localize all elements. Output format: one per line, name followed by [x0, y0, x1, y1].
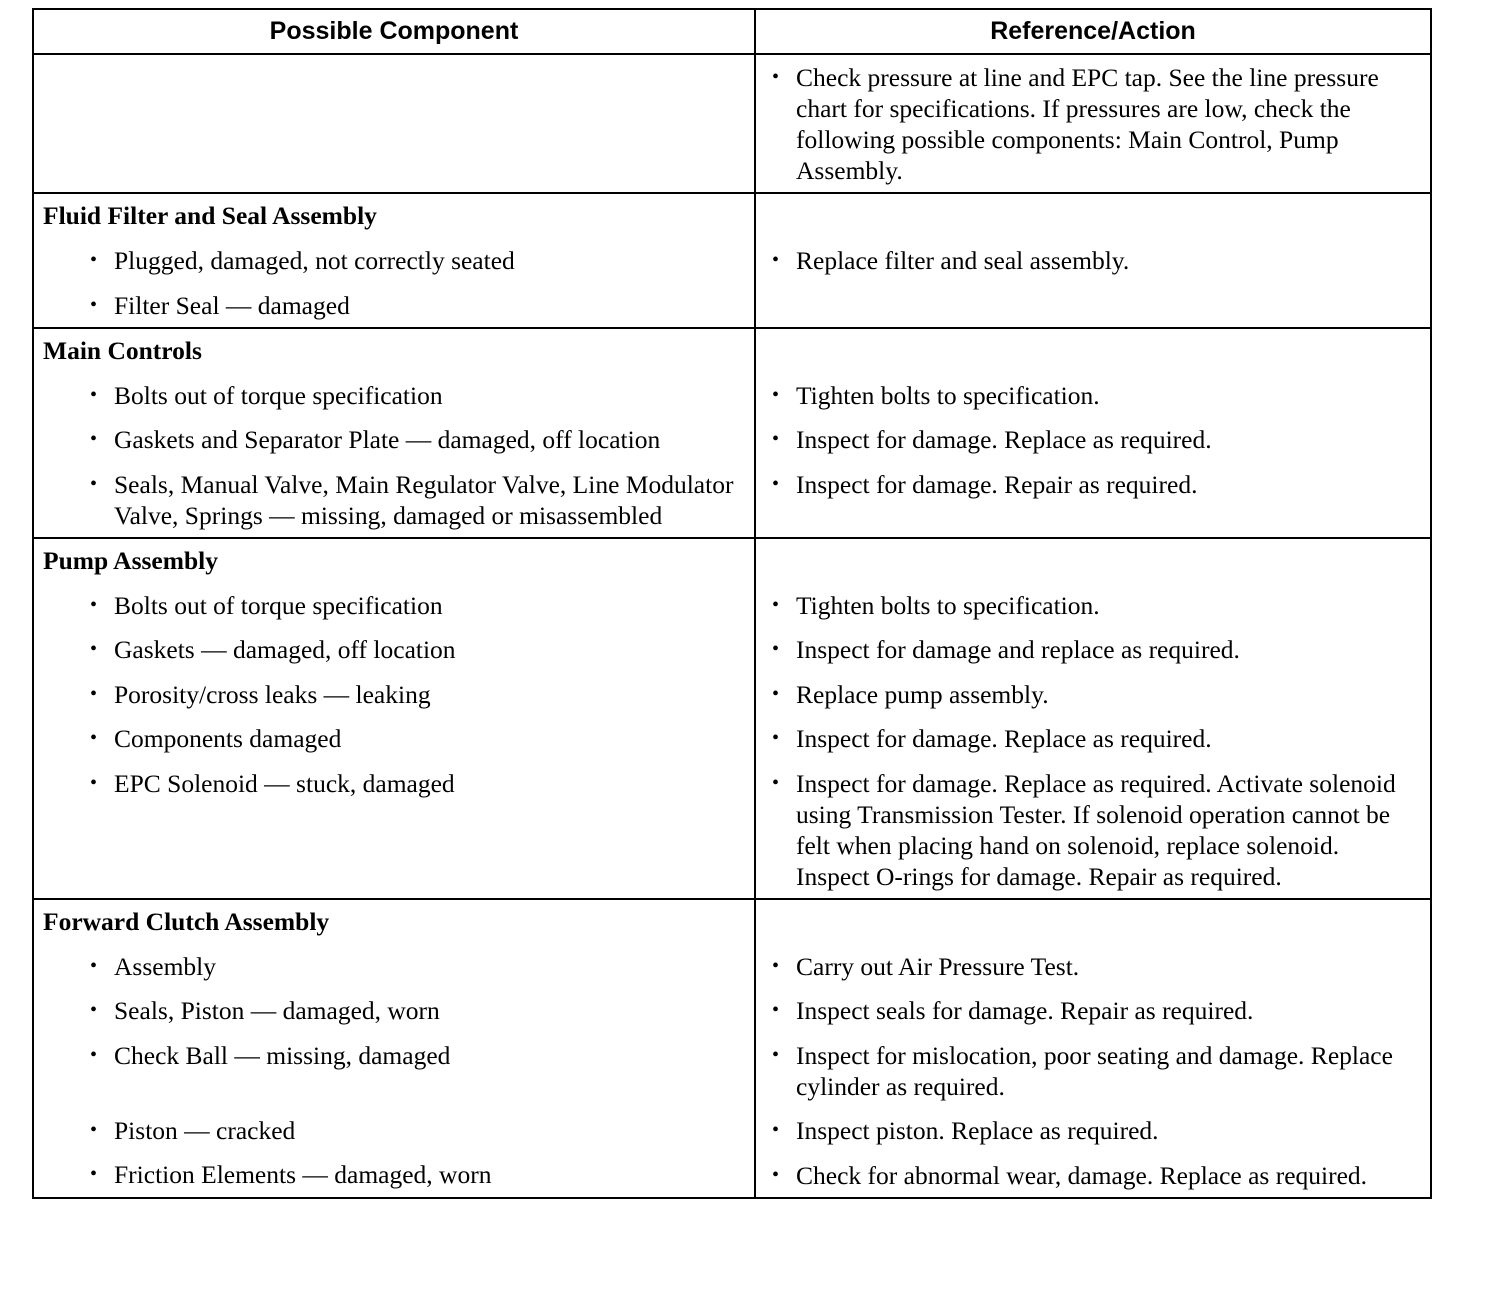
header-component: Possible Component: [33, 9, 755, 54]
action-cell: [755, 899, 1431, 1198]
bullet-icon: •: [90, 1118, 98, 1141]
bullet-icon: •: [90, 1163, 98, 1185]
action-text: Replace pump assembly.: [796, 679, 1049, 709]
action-text: Inspect piston. Replace as required.: [796, 1116, 1159, 1145]
bullet-icon: •: [772, 472, 780, 495]
action-text: Inspect for damage. Replace as required. Activate solenoid using Transmission Tester. If solenoid operation cannot be felt when placing hand on solenoid, replace solenoid. Inspect O-rings for damage. Repair as required.: [796, 768, 1396, 891]
group-title: Main Controls: [43, 335, 202, 365]
action-item: [756, 245, 1416, 276]
action-text: Tighten bolts to specification.: [796, 380, 1100, 410]
bullet-icon: •: [772, 1043, 780, 1066]
component-text: Components damaged: [114, 724, 342, 753]
component-text: Gaskets and Separator Plate — damaged, off location: [114, 425, 661, 454]
component-text: Check Ball — missing, damaged: [114, 1040, 451, 1070]
action-text: Tighten bolts to specification.: [796, 590, 1100, 620]
component-text: Plugged, damaged, not correctly seated: [114, 246, 515, 275]
action-text: Carry out Air Pressure Test.: [796, 951, 1080, 981]
component-text: Bolts out of torque specification: [114, 380, 443, 410]
component-item: [34, 245, 744, 276]
intro-action-cell: [755, 54, 1431, 193]
action-cell: [755, 538, 1431, 899]
component-item: [34, 1159, 744, 1190]
action-item: [756, 951, 1416, 982]
bullet-icon: •: [772, 1119, 780, 1141]
component-cell: [33, 899, 755, 1198]
action-text: Replace filter and seal assembly.: [796, 246, 1130, 275]
component-text: Gaskets — damaged, off location: [114, 635, 456, 664]
bullet-icon: •: [90, 428, 98, 450]
action-text: Inspect for damage. Repair as required.: [796, 469, 1198, 499]
header-action: Reference/Action: [755, 9, 1431, 54]
bullet-icon: •: [772, 682, 780, 705]
bullet-icon: •: [90, 472, 98, 495]
group-title: Forward Clutch Assembly: [43, 906, 330, 936]
bullet-icon: •: [772, 66, 780, 88]
bullet-icon: •: [90, 954, 98, 977]
action-item: [756, 679, 1416, 710]
bullet-icon: •: [772, 638, 780, 660]
action-item: [756, 424, 1416, 455]
bullet-icon: •: [772, 954, 780, 977]
component-item: [34, 590, 744, 621]
action-text: Check for abnormal wear, damage. Replace as required.: [796, 1160, 1368, 1190]
component-item: [34, 1115, 744, 1146]
component-cell: [33, 193, 755, 328]
intro-row: [33, 54, 1431, 193]
bullet-icon: •: [90, 638, 98, 660]
bullet-icon: •: [772, 771, 780, 794]
component-item: [34, 951, 744, 982]
action-item: [756, 768, 1416, 892]
bullet-icon: •: [772, 593, 780, 616]
bullet-icon: •: [772, 249, 780, 271]
group-row-fluid-filter: [33, 193, 1431, 328]
component-item: [34, 768, 744, 799]
bullet-icon: •: [772, 727, 780, 749]
bullet-icon: •: [90, 999, 98, 1021]
component-text: Friction Elements — damaged, worn: [114, 1160, 492, 1189]
action-item: [756, 1115, 1416, 1146]
component-text: EPC Solenoid — stuck, damaged: [114, 768, 455, 798]
bullet-icon: •: [90, 249, 98, 271]
action-item: [756, 590, 1416, 621]
component-text: Seals, Manual Valve, Main Regulator Valve, Line Modulator Valve, Springs — missing, damaged or misassembled: [114, 469, 734, 530]
component-item: [34, 723, 744, 754]
bullet-icon: •: [90, 593, 98, 616]
group-title: Pump Assembly: [43, 545, 218, 575]
action-text: Inspect for mislocation, poor seating and damage. Replace cylinder as required.: [796, 1040, 1393, 1101]
component-cell: [33, 328, 755, 538]
group-row-pump-assembly: [33, 538, 1431, 899]
bullet-icon: •: [90, 1043, 98, 1066]
component-item: [34, 995, 744, 1026]
bullet-icon: •: [772, 428, 780, 450]
action-text: Inspect seals for damage. Repair as required.: [796, 996, 1254, 1025]
component-item: [34, 380, 744, 411]
component-text: Piston — cracked: [114, 1115, 296, 1145]
component-item: [34, 469, 744, 531]
action-text: Check pressure at line and EPC tap. See the line pressure chart for specifications. If pressures are low, check the following possible components: Main Control, Pump Assembly.: [796, 63, 1379, 185]
component-text: Bolts out of torque specification: [114, 590, 443, 620]
component-item: [34, 1040, 744, 1071]
action-item: [756, 469, 1416, 500]
component-item: [34, 424, 744, 455]
bullet-icon: •: [90, 383, 98, 406]
header-row: [33, 9, 1431, 54]
component-cell: [33, 538, 755, 899]
action-text: Inspect for damage. Replace as required.: [796, 724, 1212, 753]
bullet-icon: •: [90, 682, 98, 705]
action-item: [756, 1160, 1416, 1191]
action-item: [756, 62, 1416, 186]
bullet-icon: •: [772, 999, 780, 1021]
intro-component-cell: [33, 54, 755, 193]
group-row-forward-clutch: [33, 899, 1431, 1198]
bullet-icon: •: [772, 1163, 780, 1186]
component-text: Filter Seal — damaged: [114, 290, 350, 320]
bullet-icon: •: [90, 771, 98, 794]
action-cell: [755, 193, 1431, 328]
action-item: [756, 380, 1416, 411]
action-item: [756, 723, 1416, 754]
component-item: [34, 634, 744, 665]
bullet-icon: •: [772, 383, 780, 406]
component-text: Seals, Piston — damaged, worn: [114, 996, 440, 1025]
group-title: Fluid Filter and Seal Assembly: [43, 201, 377, 230]
group-row-main-controls: [33, 328, 1431, 538]
diagnosis-table: [32, 8, 1432, 1199]
component-text: Porosity/cross leaks — leaking: [114, 679, 431, 709]
action-item: [756, 995, 1416, 1026]
bullet-icon: •: [90, 293, 98, 316]
action-text: Inspect for damage and replace as required.: [796, 635, 1240, 664]
action-text: Inspect for damage. Replace as required.: [796, 425, 1212, 454]
component-text: Assembly: [114, 951, 216, 981]
component-item: [34, 679, 744, 710]
action-item: [756, 1040, 1416, 1102]
bullet-icon: •: [90, 727, 98, 749]
action-item: [756, 634, 1416, 665]
component-item: [34, 290, 744, 321]
action-cell: [755, 328, 1431, 538]
